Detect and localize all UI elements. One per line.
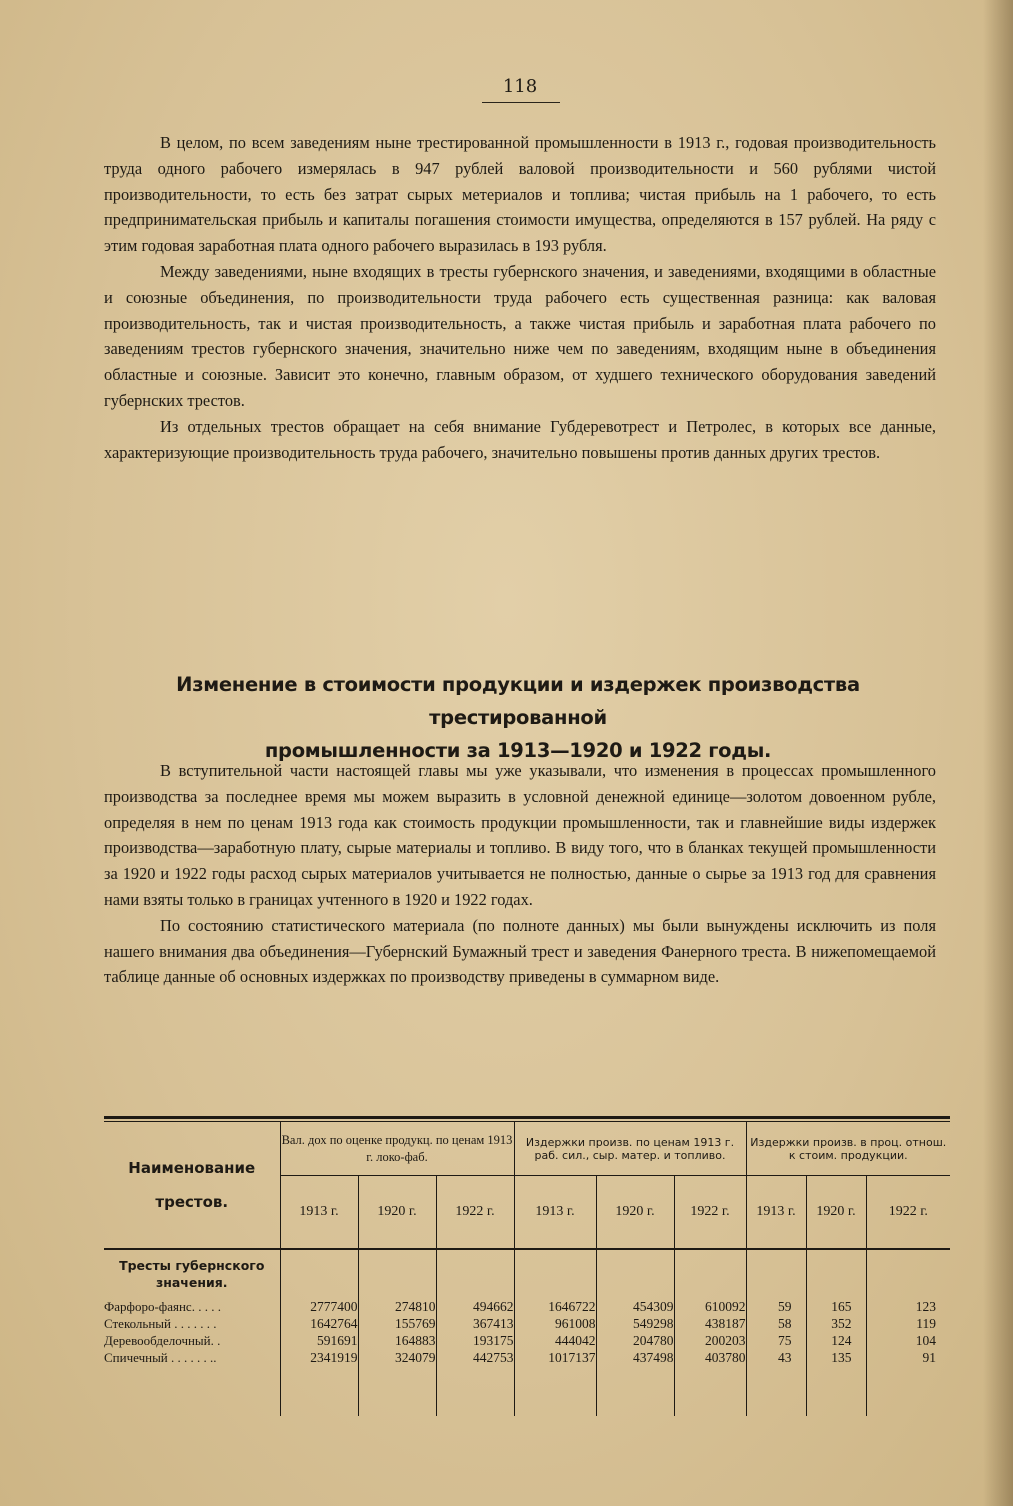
trust-name: Фарфоро-фаянс. . . . .: [104, 1298, 280, 1315]
value-cell: 135: [806, 1349, 866, 1366]
page-number-rule: [482, 102, 560, 103]
gross-output-header: Вал. дох по оценке продукц. по ценам 1913 г. локо-фаб.: [280, 1122, 514, 1176]
year-header: 1920 г.: [596, 1176, 674, 1249]
value-cell: 403780: [674, 1349, 746, 1366]
value-cell: 91: [922, 1350, 937, 1365]
year-header: 1913 г.: [514, 1176, 596, 1249]
page-number: 118: [502, 76, 538, 97]
year-header: 1913 г.: [280, 1176, 358, 1249]
value-cell: 1642764: [280, 1315, 358, 1332]
value-cell: 494662: [436, 1298, 514, 1315]
table-top-rule: [104, 1116, 950, 1119]
trust-name-header: [104, 1122, 280, 1249]
paragraph: В целом, по всем заведениям ныне трестированной промышленности в 1913 г., годовая производительность труда одного рабочего измерялась в 947 рублей валовой производительности и 560 рублями чистой производительности, то есть без затрат сырых метериалов и топлива; чистая прибыль на 1 рабочего, то есть предпринимательская прибыль и капиталы погашения стоимости имущества, определяются в 157 рублей. На ряду с этим годовая заработная плата одного рабочего выразилась в 193 рубля.: [104, 133, 936, 256]
value-cell: 58: [746, 1315, 806, 1332]
value-cell: 274810: [358, 1298, 436, 1315]
value-cell: 59: [746, 1298, 806, 1315]
value-cell: 367413: [436, 1315, 514, 1332]
year-header: 1922 г.: [674, 1176, 746, 1249]
costs-table: [104, 1122, 950, 1416]
value-cell: 193175: [436, 1332, 514, 1349]
trust-name-header-line: Наименование: [128, 1159, 256, 1177]
value-cell: 324079: [358, 1349, 436, 1366]
production-costs-header: Издержки произв. по ценам 1913 г. раб. сил., сыр. матер. и топливо.: [514, 1122, 746, 1176]
page-edge-shadow: [983, 0, 1013, 1506]
table-row: [104, 1332, 950, 1349]
section-heading-line: промышленности за 1913—1920 и 1922 годы.: [264, 739, 772, 762]
value-cell: 204780: [596, 1332, 674, 1349]
year-header: 1922 г.: [436, 1176, 514, 1249]
value-cell: 2341919: [280, 1349, 358, 1366]
value-cell: 1017137: [514, 1349, 596, 1366]
section-heading-line: Изменение в стоимости продукции и издержек производства трестированной: [176, 673, 860, 729]
paragraph: Из отдельных трестов обращает на себя внимание Губдеревотрест и Петролес, в которых все данные, характеризующие производительность труда рабочего, значительно повышены против данных других трестов.: [104, 416, 936, 462]
value-cell: 444042: [514, 1332, 596, 1349]
year-header: 1920 г.: [358, 1176, 436, 1249]
value-cell: 165: [806, 1298, 866, 1315]
value-cell: 1646722: [514, 1298, 596, 1315]
year-header: 1920 г.: [806, 1176, 866, 1249]
table-row: [104, 1349, 950, 1366]
value-cell: 104: [915, 1333, 937, 1348]
value-cell: 43: [746, 1349, 806, 1366]
paragraph: В вступительной части настоящей главы мы уже указывали, что изменения в процессах промышленного производства за последнее время мы можем выразить в условной денежной единице—золотом довоенном рубле, определяя в нем по ценам 1913 года как стоимость продукции промышленности, так и главнейшие виды издержек производства—заработную плату, сырые материалы и топливо. В виду того, что в бланках текущей промышленности за 1920 и 1922 годы расход сырых материалов учитывается не полностью, данные о сырье за 1913 год для сравнения нами взяты только в границах учтенного в 1920 и 1922 годах.: [104, 761, 936, 909]
trust-name-header-line: трестов.: [155, 1193, 229, 1211]
value-cell: 454309: [596, 1298, 674, 1315]
value-cell: 75: [746, 1332, 806, 1349]
value-cell: 352: [806, 1315, 866, 1332]
paragraph: Между заведениями, ныне входящих в тресты губернского значения, и заведениями, входящими в областные и союзные объединения, по производительности труда рабочего есть существенная разница: как валовая производительность, так и чистая производительность, а также чистая прибыль и заработная плата рабочего по заведениям трестов губернского значения, значительно ниже чем по заведениям, входящим ныне в объединения областные и союзные. Зависит это конечно, главным образом, от худшего технического оборудования заведений губернских трестов.: [104, 261, 936, 410]
costs-table-container: [104, 1116, 950, 1416]
section-label: Тресты губернского значения.: [104, 1249, 280, 1298]
trust-name: Стекольный . . . . . . .: [104, 1315, 280, 1332]
trust-name: Деревообделочный. .: [104, 1332, 280, 1349]
value-cell: 442753: [436, 1349, 514, 1366]
value-cell: 164883: [358, 1332, 436, 1349]
year-header: 1922 г.: [866, 1176, 950, 1249]
value-cell: 437498: [596, 1349, 674, 1366]
paragraph: По состоянию статистического материала (по полноте данных) мы были вынуждены исключить из поля нашего внимания два объединения—Губернский Бумажный трест и заведения Фанерного треста. В нижепомещаемой таблице данные об основных издержках по производству приведены в суммарном виде.: [104, 915, 936, 987]
year-header: 1913 г.: [746, 1176, 806, 1249]
value-cell: 119: [916, 1316, 937, 1331]
value-cell: 961008: [514, 1315, 596, 1332]
value-cell: 124: [806, 1332, 866, 1349]
section-heading: [100, 668, 936, 767]
value-cell: 123: [915, 1299, 937, 1314]
cost-percent-header: Издержки произв. в проц. отнош. к стоим. продукции.: [746, 1122, 950, 1176]
value-cell: 438187: [674, 1315, 746, 1332]
value-cell: 200203: [674, 1332, 746, 1349]
text-block-bottom: [104, 758, 936, 990]
value-cell: 610092: [674, 1298, 746, 1315]
text-block-top: [104, 130, 936, 465]
value-cell: 591691: [280, 1332, 358, 1349]
table-row: [104, 1298, 950, 1315]
trust-name: Спичечный . . . . . . ..: [104, 1349, 280, 1366]
value-cell: 549298: [596, 1315, 674, 1332]
table-row: [104, 1315, 950, 1332]
value-cell: 2777400: [280, 1298, 358, 1315]
value-cell: 155769: [358, 1315, 436, 1332]
